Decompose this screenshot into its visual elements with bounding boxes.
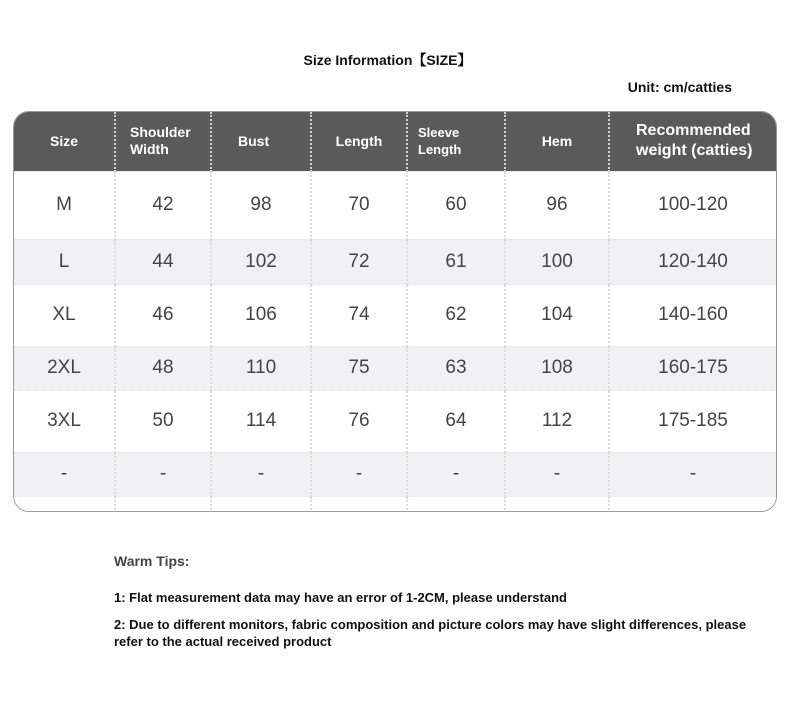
cell-weight: 100-120 [609,171,776,239]
cell-bust: 98 [211,171,311,239]
header-shoulder-line1: Shoulder [130,124,191,141]
cell-hem: 104 [505,284,609,346]
cell-hem: 100 [505,239,609,284]
table-row [14,284,776,346]
cell-sleeve [407,496,505,512]
cell-weight: - [609,452,776,496]
header-length-label: Length [335,132,383,149]
tip-item: 2: Due to different monitors, fabric composition and picture colors may have slight differences, please refer to the actual received product [114,617,747,649]
cell-length: 70 [311,171,407,239]
cell-size: 2XL [14,346,115,390]
table-row [14,171,776,239]
header-size-label: Size [49,132,78,149]
cell-length: 72 [311,239,407,284]
cell-sleeve: 61 [407,239,505,284]
tip-item: 1: Flat measurement data may have an error of 1-2CM, please understand [114,590,567,605]
cell-bust: 114 [211,390,311,452]
header-weight-line1: Recommended [636,122,751,140]
cell-weight [609,496,776,512]
cell-bust: 106 [211,284,311,346]
table-header-row [14,112,776,171]
cell-sleeve: - [407,452,505,496]
cell-length: - [311,452,407,496]
tips-heading: Warm Tips: [114,553,190,569]
cell-size: XL [14,284,115,346]
cell-shoulder: 42 [115,171,211,239]
cell-shoulder [115,496,211,512]
cell-hem: 112 [505,390,609,452]
header-sleeve-line2: Length [418,142,462,158]
cell-shoulder: 44 [115,239,211,284]
header-bust-label: Bust [238,132,270,149]
table-row [14,390,776,452]
cell-weight: 120-140 [609,239,776,284]
header-length [311,112,407,171]
header-sleeve-length [407,112,505,171]
cell-shoulder: 50 [115,390,211,452]
warm-tips [114,553,754,660]
cell-sleeve: 63 [407,346,505,390]
cell-size [14,496,115,512]
header-hem [505,112,609,171]
header-bust [211,112,311,171]
table-row [14,496,776,512]
header-hem-label: Hem [541,132,573,149]
table-row [14,452,776,496]
header-sleeve-line1: Sleeve [418,125,460,141]
cell-hem: 96 [505,171,609,239]
cell-shoulder: - [115,452,211,496]
cell-weight: 140-160 [609,284,776,346]
cell-hem [505,496,609,512]
cell-bust: 102 [211,239,311,284]
header-weight-line2: weight (catties) [636,142,753,160]
cell-size: L [14,239,115,284]
header-size [14,112,115,171]
cell-shoulder: 48 [115,346,211,390]
cell-size: M [14,171,115,239]
cell-sleeve: 64 [407,390,505,452]
cell-weight: 160-175 [609,346,776,390]
cell-length [311,496,407,512]
table-row [14,346,776,390]
cell-hem: 108 [505,346,609,390]
cell-sleeve: 62 [407,284,505,346]
cell-shoulder: 46 [115,284,211,346]
cell-bust: 110 [211,346,311,390]
cell-length: 76 [311,390,407,452]
cell-size: 3XL [14,390,115,452]
cell-length: 74 [311,284,407,346]
unit-label: Unit: cm/catties [627,79,732,95]
size-table [13,111,777,512]
header-shoulder-width [115,112,211,171]
table-row [14,239,776,284]
header-shoulder-line2: Width [130,141,169,158]
cell-sleeve: 60 [407,171,505,239]
cell-size: - [14,452,115,496]
cell-bust [211,496,311,512]
cell-bust: - [211,452,311,496]
page-title: Size Information【SIZE】 [303,52,472,68]
cell-weight: 175-185 [609,390,776,452]
cell-hem: - [505,452,609,496]
cell-length: 75 [311,346,407,390]
header-recommended-weight [609,112,776,171]
